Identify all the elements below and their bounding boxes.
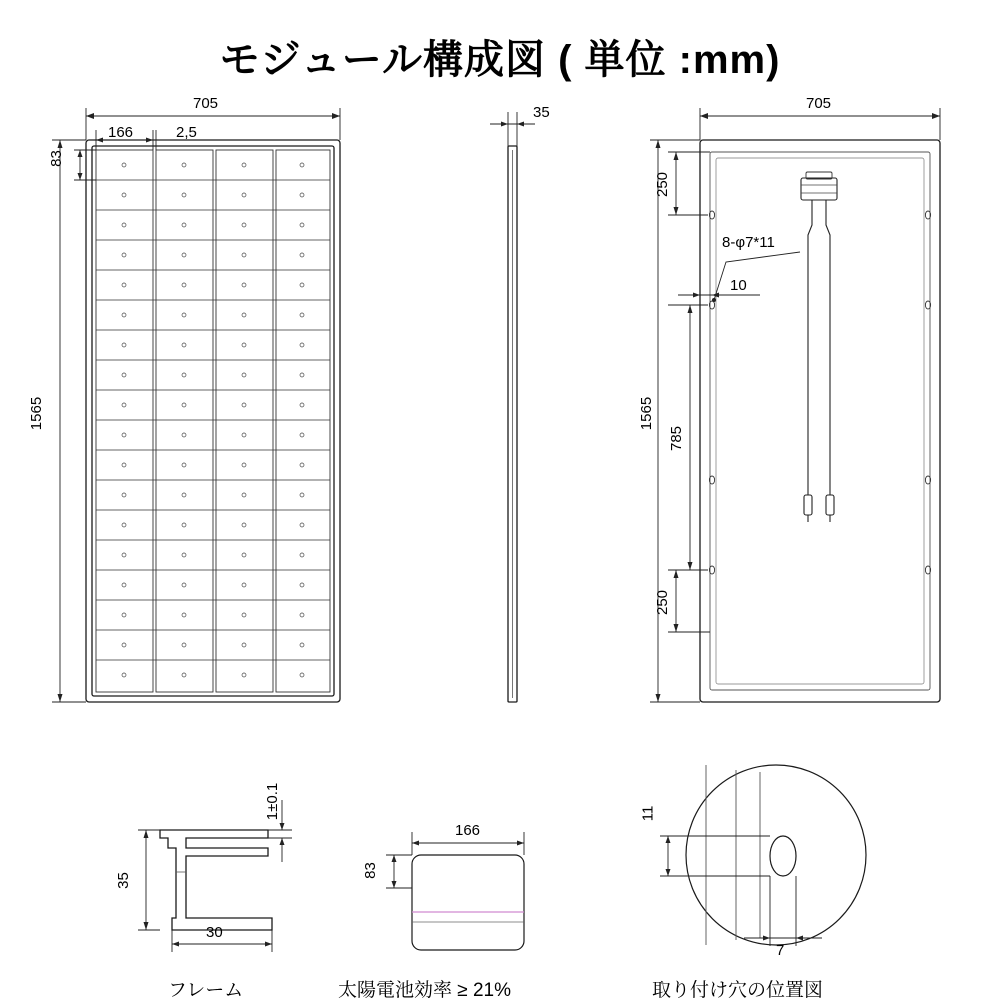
side-thickness-dimension [490,112,535,146]
frame-profile-shape [160,830,272,930]
back-height-dimension [650,140,700,702]
back-width-label: 705 [806,95,832,112]
side-view-body [508,146,517,702]
front-cell-gap-label: 2,5 [176,124,197,141]
frame-height-dimension [138,830,160,930]
back-bottom-hole-label: 250 [654,589,672,616]
back-height-label: 1565 [638,396,656,431]
page-title: モジュール構成図 ( 単位 :mm) [219,38,781,82]
back-mid-span-label: 785 [668,425,686,452]
front-width-label: 705 [193,95,219,112]
front-height-label: 1565 [28,396,46,431]
junction-box [801,172,837,200]
hole-callout-label: 8-φ7*11 [722,234,775,251]
frame-glass-thickness-label: 1±0.1 [264,782,282,821]
cell-width-label: 166 [455,822,481,839]
hole-caption: 取り付け穴の位置図 [652,980,824,1000]
front-cell-width-label: 166 [108,124,134,141]
back-bottom-hole-dimension [668,570,710,632]
cell-caption: 太陽電池効率 ≥ 21% [338,980,512,1000]
frame-base-width-label: 30 [206,924,223,941]
back-hole-offset-label: 10 [730,277,747,294]
mounting-hole-detail-shape [686,765,866,945]
back-top-hole-label: 250 [654,171,672,198]
hole-slot-width-dimension [744,876,822,946]
hole-slot-height-dimension [660,836,770,876]
back-mounting-holes [709,211,930,574]
front-height-dimension [52,140,86,702]
back-hole-offset-dimension [678,293,760,298]
back-view-body [700,140,940,702]
front-cell-grid [96,150,330,692]
hole-slot-width-label: 7 [776,942,785,959]
hole-callout-leader [712,252,800,302]
cell-edge-label: 83 [361,862,379,879]
frame-height-label: 35 [114,872,132,889]
cable-pair [804,200,834,522]
hole-slot-height-label: 11 [639,805,657,822]
back-top-hole-dimension [668,152,710,215]
cell-edge-dimension [386,855,412,888]
back-width-dimension [700,108,940,140]
front-cell-edge-label: 83 [47,150,65,167]
front-cell-edge-dimension [74,150,96,180]
side-thickness-label: 35 [533,104,550,121]
frame-caption: フレーム [168,980,244,1000]
cell-detail-shape [412,855,524,950]
